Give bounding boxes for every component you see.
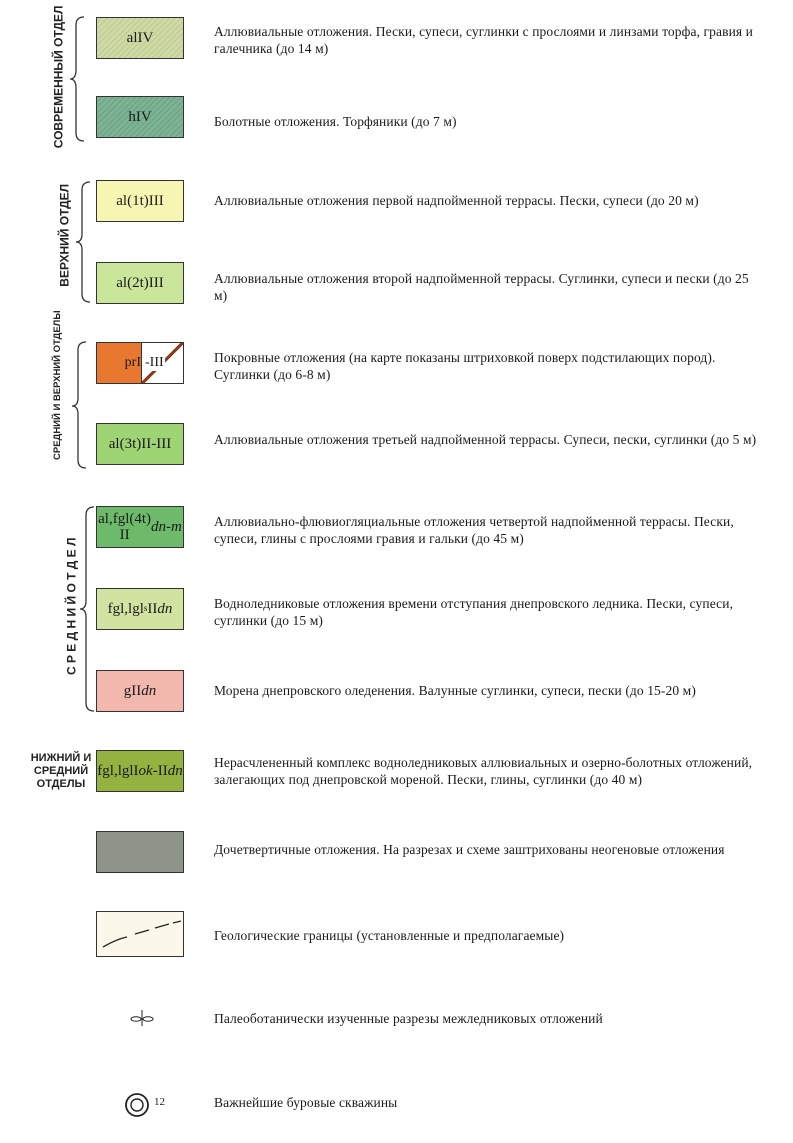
legend-box-al3tII-III: al(3t)II-III — [96, 423, 184, 465]
legend-desc-fgl-lgls: Водноледниковые отложения времени отступания днепровского ледника. Пески, супеси, суглинки (до 15 м) — [214, 596, 734, 628]
pr-orange-half: prI — [97, 343, 141, 383]
group-label-middle: С Р Е Д Н И Й О Т Д Е Л — [64, 537, 79, 676]
brace-modern — [70, 15, 90, 145]
legend-box-prII-III — [96, 342, 184, 384]
legend-box-al2tIII: al(2t)III — [96, 262, 184, 304]
legend-desc-pre-quaternary: Дочетвертичные отложения. На разрезах и схеме заштрихованы неогеновые отложения — [214, 842, 725, 857]
legend-desc-hIV: Болотные отложения. Торфяники (до 7 м) — [214, 114, 457, 129]
paleo-desc: Палеоботанически изученные разрезы межледниковых отложений — [214, 1011, 603, 1026]
group-label-upper: ВЕРХНИЙ ОТДЕЛ — [57, 183, 72, 287]
legend-desc-al3tII-III: Аллювиальные отложения третьей надпойменной террасы. Супеси, пески, суглинки (до 5 м) — [214, 432, 757, 447]
legend-desc-fgl-lglI: Нерасчлененный комплекс водноледниковых аллювиальных и озерно-болотных отложений, залегающих под днепровской мореной. Пески, глины, суглинки (до 40 м) — [214, 755, 753, 787]
legend-desc-al2tIII: Аллювиальные отложения второй надпойменной террасы. Суглинки, супеси и пески (до 25 м) — [214, 271, 749, 303]
paleo-section-icon — [130, 1008, 154, 1028]
brace-middle-upper — [72, 340, 92, 472]
legend-box-al1tIII: al(1t)III — [96, 180, 184, 222]
group-label-middle-upper: СРЕДНИЙ И ВЕРХНИЙ ОТДЕЛЫ — [52, 310, 64, 460]
boundary-line-icon — [97, 913, 183, 955]
legend-box-fgl-lglI: fgl,lglI ok -II dn — [96, 750, 184, 792]
legend-box-alIV: alIV — [96, 17, 184, 59]
legend-box-fgl-lgls: fgl,lgl s II dn — [96, 588, 184, 630]
legend-box-gIIdn: gII dn — [96, 670, 184, 712]
legend-box-al-fgl4t: al,fgl(4t) II dn-m — [96, 506, 184, 548]
legend-box-boundaries — [96, 911, 184, 957]
borehole-number: 12 — [154, 1096, 165, 1108]
legend-desc-boundaries: Геологические границы (установленные и предполагаемые) — [214, 928, 565, 943]
legend-desc-prII-III: Покровные отложения (на карте показаны штриховкой поверх подстилающих пород). Суглинки (до 6-8 м) — [214, 350, 716, 382]
brace-upper — [76, 180, 96, 305]
borehole-desc: Важнейшие буровые скважины — [214, 1095, 398, 1110]
pr-white-half: -III — [141, 343, 183, 383]
legend-desc-gIIdn: Морена днепровского оледенения. Валунные суглинки, супеси, пески (до 15-20 м) — [214, 683, 696, 698]
legend-desc-alIV: Аллювиальные отложения. Пески, супеси, суглинки с прослоями и линзами торфа, гравия и галечника (до 14 м) — [214, 24, 754, 56]
legend-desc-al1tIII: Аллювиальные отложения первой надпойменной террасы. Пески, супеси (до 20 м) — [214, 193, 699, 208]
group-label-modern: СОВРЕМЕННЫЙ ОТДЕЛ — [51, 5, 66, 149]
borehole-icon — [123, 1091, 151, 1119]
legend-desc-al-fgl4t: Аллювиально-флювиогляциальные отложения четвертой надпойменной террасы. Пески, супеси, глины с прослоями гравия и гальки (до 45 м) — [214, 514, 734, 546]
group-label-lower-middle: НИЖНИЙ И СРЕДНИЙ ОТДЕЛЫ — [30, 752, 92, 790]
legend-box-pre-quaternary — [96, 831, 184, 873]
legend-box-hIV: hIV — [96, 96, 184, 138]
